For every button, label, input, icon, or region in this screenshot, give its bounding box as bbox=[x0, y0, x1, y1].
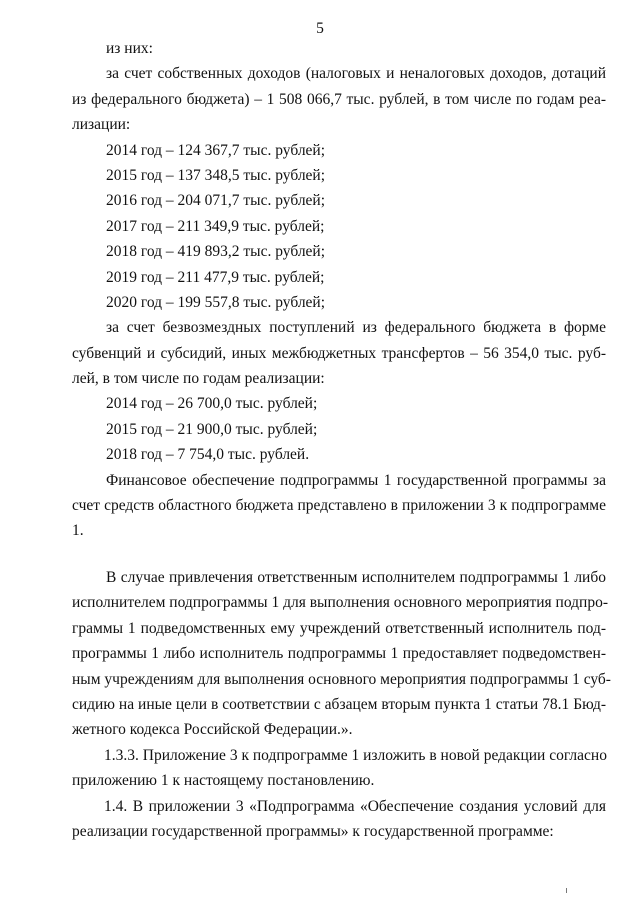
text-line: 1. bbox=[72, 522, 84, 540]
text-line: В случае привлечения ответственным исполнителем подпрограммы 1 либо bbox=[106, 569, 606, 586]
text-line: 1.3.3. Приложение 3 к подпрограмме 1 изложить в новой редакции согласно bbox=[104, 746, 607, 764]
text-line: из федерального бюджета) – 1 508 066,7 тыс. рублей, в том числе по годам реа- bbox=[72, 90, 606, 108]
year-line: 2016 год – 204 071,7 тыс. рублей; bbox=[106, 192, 326, 210]
text-line: счет средств областного бюджета представлено в приложении 3 к подпрограмме bbox=[72, 497, 606, 515]
text-line: исполнителем подпрограммы 1 для выполнения основного мероприятия подпро- bbox=[72, 594, 608, 612]
text-line: субвенций и субсидий, иных межбюджетных трансфертов – 56 354,0 тыс. руб- bbox=[72, 344, 606, 362]
year-line: 2018 год – 419 893,2 тыс. рублей; bbox=[106, 243, 326, 261]
year-line: 2014 год – 124 367,7 тыс. рублей; bbox=[106, 141, 326, 159]
text-line: ным учреждениям для выполнения основного мероприятия подпрограммы 1 суб- bbox=[72, 670, 611, 688]
text-line: из них: bbox=[106, 40, 153, 57]
text-line: лизации: bbox=[72, 116, 131, 134]
page-number: 5 bbox=[316, 20, 324, 37]
year-line: 2015 год – 137 348,5 тыс. рублей; bbox=[106, 166, 326, 184]
text-line: Финансовое обеспечение подпрограммы 1 государственной программы за bbox=[106, 471, 606, 489]
year-line: 2015 год – 21 900,0 тыс. рублей; bbox=[106, 420, 318, 438]
text-line: жетного кодекса Российской Федерации.». bbox=[72, 721, 353, 739]
text-line: за счет безвозмездных поступлений из федерального бюджета в форме bbox=[106, 319, 606, 337]
year-line: 2017 год – 211 349,9 тыс. рублей; bbox=[106, 217, 325, 235]
year-line: 2014 год – 26 700,0 тыс. рублей; bbox=[106, 395, 318, 413]
year-line: 2020 год – 199 557,8 тыс. рублей; bbox=[106, 293, 326, 311]
funding-section bbox=[72, 36, 606, 544]
scan-mark bbox=[566, 888, 567, 893]
year-line: 2018 год – 7 754,0 тыс. рублей. bbox=[106, 446, 310, 464]
text-line: реализации государственной программы» к государственной программе: bbox=[72, 822, 554, 840]
subsidy-section bbox=[72, 565, 611, 844]
year-line: 2019 год – 211 477,9 тыс. рублей; bbox=[106, 268, 325, 286]
text-line: лей, в том числе по годам реализации: bbox=[72, 370, 325, 388]
text-line: приложению 1 к настоящему постановлению. bbox=[72, 772, 375, 790]
text-line: граммы 1 подведомственных ему учреждений ответственный исполнитель под- bbox=[72, 619, 606, 637]
text-line: программы 1 либо исполнитель подпрограммы 1 предоставляет подведомствен- bbox=[72, 645, 606, 663]
text-line: сидию на иные цели в соответствии с абзацем вторым пункта 1 статьи 78.1 Бюд- bbox=[72, 695, 606, 713]
text-line: за счет собственных доходов (налоговых и неналоговых доходов, дотаций bbox=[106, 65, 606, 83]
text-line: 1.4. В приложении 3 «Подпрограмма «Обеспечение создания условий для bbox=[104, 797, 606, 815]
